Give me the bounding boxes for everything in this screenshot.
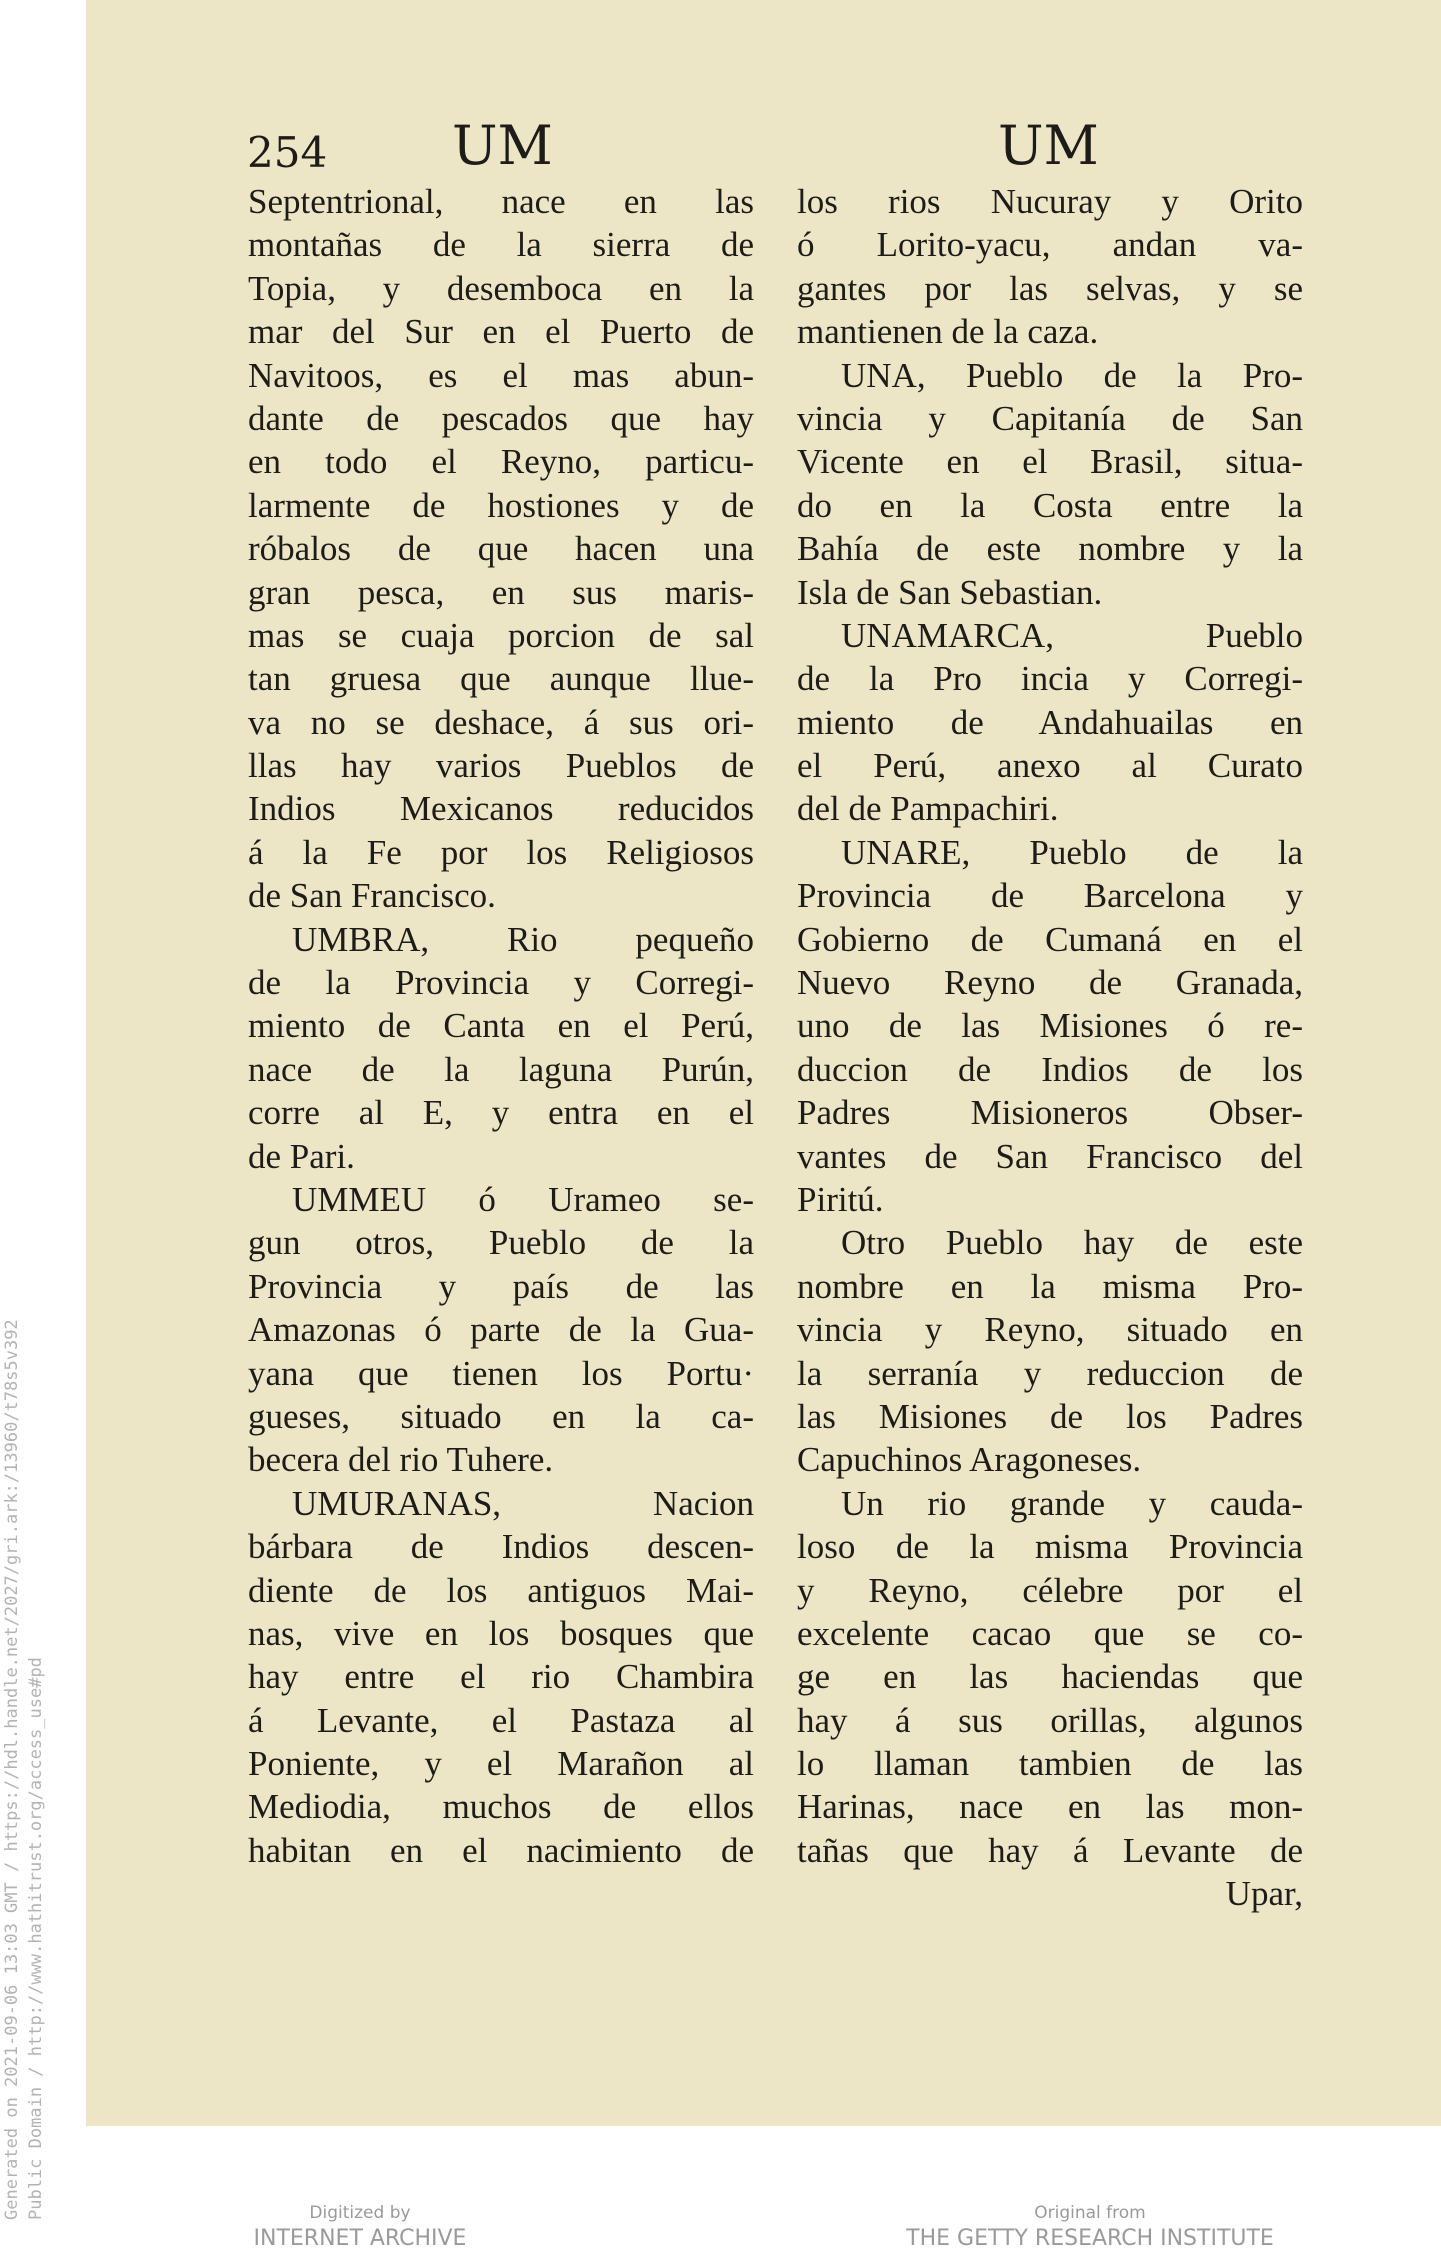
text-line: UMBRA, Rio pequeño: [292, 919, 754, 959]
text-line: del de Pampachiri.: [797, 789, 1059, 829]
text-line: róbalos de que hacen una: [248, 529, 754, 569]
text-line: bárbara de Indios descen-: [248, 1527, 754, 1567]
text-line: el Perú, anexo al Curato: [797, 746, 1303, 786]
text-line: llas hay varios Pueblos de: [248, 746, 754, 786]
text-line: á Levante, el Pastaza al: [248, 1700, 754, 1740]
text-line: Padres Misioneros Obser-: [797, 1093, 1303, 1133]
original-from-label: Original from: [1034, 2203, 1146, 2223]
text-line: tan gruesa que aunque llue-: [248, 659, 754, 699]
left-text-column: [248, 180, 754, 1872]
text-line: Amazonas ó parte de la Gua-: [248, 1310, 754, 1350]
text-line: montañas de la sierra de: [248, 225, 754, 265]
getty-institute-label: THE GETTY RESEARCH INSTITUTE: [906, 2226, 1274, 2251]
text-line: excelente cacao que se co-: [797, 1613, 1303, 1653]
text-line: hay entre el rio Chambira: [248, 1657, 754, 1697]
text-line: de la Pro incia y Corregi-: [797, 659, 1303, 699]
text-line: Topia, y desemboca en la: [248, 268, 754, 308]
text-line: miento de Canta en el Perú,: [248, 1006, 754, 1046]
original-from-credit: [880, 2202, 1300, 2254]
digitized-by-label: Digitized by: [309, 2203, 411, 2223]
text-line: Vicente en el Brasil, situa-: [797, 442, 1303, 482]
text-line: Nuevo Reyno de Granada,: [797, 963, 1303, 1003]
text-line: mantienen de la caza.: [797, 312, 1099, 352]
generation-stamp: [0, 1319, 48, 2220]
text-line: corre al E, y entra en el: [248, 1093, 754, 1133]
text-line: Bahía de este nombre y la: [797, 529, 1303, 569]
text-line: Poniente, y el Marañon al: [248, 1744, 754, 1784]
text-line: gueses, situado en la ca-: [248, 1396, 754, 1436]
text-line: Indios Mexicanos reducidos: [248, 789, 754, 829]
text-line: miento de Andahuailas en: [797, 702, 1303, 742]
text-line: lo llaman tambien de las: [797, 1744, 1303, 1784]
text-line: habitan en el nacimiento de: [248, 1830, 754, 1870]
text-line: las Misiones de los Padres: [797, 1396, 1303, 1436]
text-line: y Reyno, célebre por el: [797, 1570, 1303, 1610]
text-line: loso de la misma Provincia: [797, 1527, 1303, 1567]
text-line: Provincia y país de las: [248, 1266, 754, 1306]
generation-stamp-line: Generated on 2021-09-06 13:03 GMT / https://hdl.handle.net/2027/gri.ark:/13960/t78s5v392: [2, 1319, 22, 2220]
text-line: tañas que hay á Levante de: [797, 1830, 1303, 1870]
text-line: duccion de Indios de los: [797, 1049, 1303, 1089]
text-line: do en la Costa entre la: [797, 485, 1303, 525]
text-line: Piritú.: [797, 1179, 884, 1219]
text-line: UNAMARCA, Pueblo: [841, 615, 1303, 655]
text-line: Mediodia, muchos de ellos: [248, 1787, 754, 1827]
text-line: mas se cuaja porcion de sal: [248, 615, 754, 655]
text-line: va no se deshace, á sus ori-: [248, 702, 754, 742]
text-line: nace de la laguna Purún,: [248, 1049, 754, 1089]
text-line: Navitoos, es el mas abun-: [248, 355, 754, 395]
text-line: Gobierno de Cumaná en el: [797, 919, 1303, 959]
text-line: UMMEU ó Uramеo se-: [292, 1179, 754, 1219]
text-line: ó Lorito-yacu, andan va-: [797, 225, 1303, 265]
text-line: los rios Nucuray y Orito: [797, 182, 1303, 221]
text-line: de la Provincia y Corregi-: [248, 963, 754, 1003]
text-line: Provincia de Barcelona y: [797, 876, 1303, 916]
text-line: hay á sus orillas, algunos: [797, 1700, 1303, 1740]
right-text-column: [797, 180, 1303, 1916]
text-line: Isla de San Sebastian.: [797, 572, 1103, 612]
text-line: UMURANAS, Nacion: [292, 1483, 754, 1523]
text-line: becera del rio Tuhere.: [248, 1440, 554, 1480]
text-line: UNA, Pueblo de la Pro-: [841, 355, 1303, 395]
text-line: uno de las Misiones ó re-: [797, 1006, 1303, 1046]
text-line: ge en las haciendas que: [797, 1657, 1303, 1697]
running-head-left: UM: [452, 114, 553, 177]
text-line: mar del Sur en el Puerto de: [248, 312, 754, 352]
text-line: Upar,: [1225, 1874, 1303, 1914]
page-number: 254: [247, 128, 328, 177]
text-line: nombre en la misma Pro-: [797, 1266, 1303, 1306]
text-line: Capuchinos Aragoneses.: [797, 1440, 1142, 1480]
text-line: Otro Pueblo hay de este: [841, 1223, 1303, 1263]
running-head-right: UM: [998, 114, 1099, 177]
text-line: Harinas, nace en las mon-: [797, 1787, 1303, 1827]
text-line: larmente de hostiones y de: [248, 485, 754, 525]
text-line: á la Fe por los Religiosos: [248, 832, 754, 872]
text-line: gran pesca, en sus maris-: [248, 572, 754, 612]
digitized-by-credit: [240, 2202, 480, 2254]
rights-stamp-line: Public Domain / http://www.hathitrust.org/access_use#pd: [26, 1657, 46, 2220]
text-line: vantes de San Francisco del: [797, 1136, 1303, 1176]
text-line: UNARE, Pueblo de la: [841, 832, 1303, 872]
text-line: diente de los antiguos Mai-: [248, 1570, 754, 1610]
text-line: nas, vive en los bosques que: [248, 1613, 754, 1653]
text-line: yana que tienen los Portu·: [248, 1353, 754, 1393]
text-line: Un rio grande y cauda-: [841, 1483, 1303, 1523]
text-line: Septentrional, nace en las: [248, 182, 754, 221]
text-line: gantes por las selvas, y se: [797, 268, 1303, 308]
text-line: vincia y Reyno, situado en: [797, 1310, 1303, 1350]
text-line: la serranía y reduccion de: [797, 1353, 1303, 1393]
text-line: vincia y Capitanía de San: [797, 398, 1303, 438]
text-line: en todo el Reyno, particu-: [248, 442, 754, 482]
internet-archive-label: INTERNET ARCHIVE: [253, 2226, 467, 2251]
text-line: dante de pescados que hay: [248, 398, 754, 438]
text-line: gun otros, Pueblo de la: [248, 1223, 754, 1263]
text-line: de Pari.: [248, 1136, 355, 1176]
text-line: de San Francisco.: [248, 876, 496, 916]
